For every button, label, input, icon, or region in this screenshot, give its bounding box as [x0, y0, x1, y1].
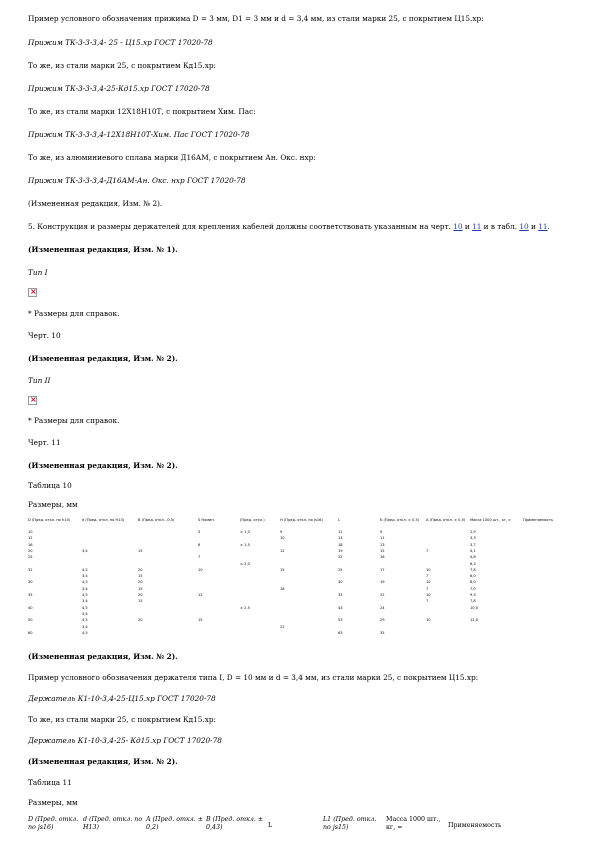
revision-note: (Измененная редакция, Изм. № 2).	[28, 199, 163, 208]
table-10-cell: 12	[28, 536, 33, 541]
table-11-header-cell: d (Пред. откл. по H13)	[83, 816, 143, 831]
table-10-cell: 9	[380, 530, 383, 534]
table-10-cell: 15	[198, 618, 203, 623]
table-10-cell: 3,3	[470, 536, 476, 541]
table-10-cell: 3,4	[82, 574, 88, 579]
clause-5	[28, 222, 550, 231]
table-10-cell: ± 1,5	[240, 542, 250, 547]
table-10-cell: 22	[380, 593, 385, 597]
table-10-cell: 19	[380, 580, 385, 585]
type-label: Тип II	[28, 376, 51, 385]
example-text: То же, из стали марки 12Х18Н10Т, с покрытием Хим. Пас:	[28, 107, 256, 116]
drawing-11-link[interactable]: 11	[472, 222, 482, 231]
table-10-cell: 11	[338, 530, 343, 534]
clause-5-and: и	[528, 222, 539, 231]
table-10-cell: 15	[138, 574, 143, 579]
table-10-cell: 60	[28, 630, 33, 635]
table-10-cell: 50	[28, 618, 33, 623]
units-note: Размеры, мм	[28, 500, 78, 509]
table-10-cell: 10	[426, 580, 431, 585]
reference-note: * Размеры для справок.	[28, 416, 120, 425]
table-10-cell: 13	[380, 542, 385, 547]
units-note: Размеры, мм	[28, 798, 78, 807]
revision-note: (Измененная редакция, Изм. № 2).	[28, 461, 178, 470]
table-10-cell: 22	[338, 555, 343, 560]
example-designation: Прижим ТК-3-3-3,4- 25 - Ц15.хр ГОСТ 17020-78	[28, 38, 213, 47]
example-text: Пример условного обозначения держателя типа I, D = 10 мм и d = 3,4 мм, из стали марки 25, с покрытием Ц15.хр:	[28, 673, 479, 682]
table-10-cell: 7,0	[470, 586, 476, 591]
reference-note: * Размеры для справок.	[28, 309, 120, 318]
table-10-cell: 10	[426, 618, 431, 623]
table-10-header-cell: H (Пред. откл. по js16)	[280, 518, 323, 522]
table-11-header-cell: L	[268, 822, 273, 829]
table-10-cell: 53	[338, 618, 343, 623]
table-11-header-cell: D (Пред. откл. по js16)	[28, 816, 79, 831]
drawing-caption: Черт. 11	[28, 438, 61, 447]
table-10-cell: ± 2,0	[240, 561, 250, 566]
example-designation: Прижим ТК-3-3-3,4-Д16АМ-Ан. Окс. нхр ГОСТ 17020-78	[28, 176, 246, 185]
table-10-cell: 10	[280, 536, 285, 541]
table-10-cell: 19	[338, 548, 343, 553]
table-10-header-cell: Применяемость	[523, 518, 554, 522]
table-11-header-cell: Масса 1000 шт., кг, ≈	[386, 816, 441, 831]
example-designation: Прижим ТК-3-3-3,4-25-Кд15.хр ГОСТ 17020-78	[28, 84, 210, 93]
table-10-cell: 4,5	[82, 618, 88, 623]
revision-note: (Измененная редакция, Изм. № 2).	[28, 757, 178, 766]
table-10-cell: 10	[28, 530, 33, 534]
table-10-cell: 25	[28, 555, 33, 560]
table-10-cell: 3,4	[82, 611, 88, 616]
clause-5-table-text: и в табл.	[481, 222, 520, 231]
table-11-header-cell: L1 (Пред. откл. по js15)	[323, 816, 377, 831]
table-10-cell: 20	[138, 567, 143, 572]
table-10-cell: 33	[338, 593, 343, 597]
table-10-cell: 16	[28, 542, 33, 547]
example-text: То же, из алюминиевого сплава марки Д16АМ, с покрытием Ан. Окс. нхр:	[28, 153, 316, 162]
table-10-cell: 20	[138, 580, 143, 585]
table-10-cell: 20	[28, 548, 33, 553]
example-designation: Прижим ТК-3-3-3,4-12Х18Н10Т-Хим. Пас ГОСТ 17020-78	[28, 130, 250, 139]
table-10-cell: 7,8	[470, 599, 476, 604]
table-11-header-cell: Применяемость	[448, 822, 502, 829]
table-10-cell: 5	[198, 530, 201, 534]
table-10-cell: 2,9	[470, 530, 476, 534]
table-10-header-cell: d (Пред. откл. по H13)	[82, 518, 125, 522]
table-10-header-cell: L	[338, 518, 341, 522]
table-10-cell: 3,7	[470, 542, 476, 547]
clause-5-text: 5. Конструкция и размеры держателей для крепления кабелей должны соответствовать указанным на черт.	[28, 222, 454, 231]
example-text: Пример условного обозначения прижима D = 3 мм, D1 = 3 мм и d = 3,4 мм, из стали марки 25, с покрытием Ц15.хр:	[28, 14, 484, 23]
table-10-cell: 29	[380, 618, 385, 623]
table-10-cell: 11	[380, 536, 385, 541]
table-10-cell: 63	[338, 630, 343, 635]
table-10-header-cell: K (Пред. откл. ± 0,5)	[380, 518, 420, 522]
table-10-cell: 35	[380, 630, 385, 635]
table-10-header-cell: B (Пред. откл. -0,5)	[138, 518, 175, 522]
table-10-cell: 4,8	[470, 555, 476, 560]
table-10-cell: 10,0	[470, 605, 479, 610]
table-10-cell: 7	[426, 548, 429, 553]
table-11-header-cell: B (Пред. откл. ± 0,43)	[206, 816, 264, 831]
table-10-cell: 10	[198, 567, 203, 572]
broken-image-icon: ×	[30, 395, 37, 404]
table-10-cell: 4,5	[82, 567, 88, 572]
table-11-header-cell: A (Пред. откл. ± 0,2)	[146, 816, 204, 831]
table-10-cell: 3,4	[82, 586, 88, 591]
table-10-header-cell: A (Пред. откл. ± 0,5)	[426, 518, 466, 522]
table-10-cell: 40	[28, 605, 33, 610]
table-10-cell: 20	[138, 593, 143, 597]
table-10-cell: 7	[426, 599, 429, 604]
table-10-cell: 15	[380, 548, 385, 553]
table-10-header-cell: S Номин.	[198, 518, 215, 522]
example-text: То же, из стали марки 25, с покрытием Кд15.хр:	[28, 715, 216, 724]
example-designation: Держатель К1-10-3,4-25- Кд15.хр ГОСТ 17020-78	[28, 736, 222, 745]
table-10-cell: 24	[380, 605, 385, 610]
table-10-cell: 22	[280, 624, 285, 629]
table-10-cell: 6,3	[470, 561, 476, 566]
table-10-cell: 25	[338, 567, 343, 572]
drawing-10-link[interactable]: 10	[453, 222, 463, 231]
table-10-cell: 9	[280, 530, 283, 534]
table-10-cell: 3,4	[82, 624, 88, 629]
table-10-cell: 12	[198, 593, 203, 597]
table-caption: Таблица 10	[28, 481, 72, 490]
clause-5-end: .	[547, 222, 550, 231]
table-11-link[interactable]: 11	[538, 222, 548, 231]
table-10-cell: 17	[380, 567, 385, 572]
table-10-cell: 16	[380, 555, 385, 560]
clause-5-and: и	[462, 222, 473, 231]
table-10-cell: ± 1,0	[240, 530, 250, 534]
table-10-cell: 43	[338, 605, 343, 610]
revision-note: (Измененная редакция, Изм. № 2).	[28, 354, 178, 363]
table-caption: Таблица 11	[28, 778, 72, 787]
table-10-header-cell: D (Пред. откл. по h10)	[28, 518, 71, 522]
table-10-cell: 6,0	[470, 574, 476, 579]
table-10-header-cell: Масса 1000 шт., кг, ≈	[470, 518, 512, 522]
table-10-cell: 4,5	[82, 605, 88, 610]
table-10-cell: 20	[138, 618, 143, 623]
table-10-cell: ± 2,5	[240, 605, 250, 610]
table-10-cell: 8,0	[470, 580, 476, 585]
table-10-cell: 4,5	[82, 580, 88, 585]
revision-note: (Измененная редакция, Изм. № 2).	[28, 652, 178, 661]
table-10-cell: 35	[28, 593, 33, 597]
table-10-cell: 18	[280, 586, 285, 591]
table-10-cell: 4,1	[470, 548, 476, 553]
broken-image-icon: ×	[30, 287, 37, 296]
example-text: То же, из стали марки 25, с покрытием Кд15.хр:	[28, 61, 216, 70]
table-10-cell: 10	[426, 567, 431, 572]
table-10-link[interactable]: 10	[519, 222, 529, 231]
table-10-cell: 7	[198, 555, 201, 560]
table-10-cell: 13	[338, 536, 343, 541]
type-label: Тип I	[28, 268, 48, 277]
table-10-cell: 6	[198, 542, 201, 547]
table-10-cell: 3,4	[82, 599, 88, 604]
table-10-cell: 18	[338, 542, 343, 547]
table-10-cell: 9,3	[470, 593, 476, 597]
table-10-cell: 12,0	[470, 618, 479, 623]
example-designation: Держатель К1-10-3,4-25-Ц15.хр ГОСТ 17020-78	[28, 694, 216, 703]
table-10-cell: 7,8	[470, 567, 476, 572]
table-10-header-cell: (Пред. откл.)	[240, 518, 265, 522]
table-10-cell: 4,5	[82, 630, 88, 635]
table-10-cell: 12	[280, 548, 285, 553]
drawing-caption: Черт. 10	[28, 331, 61, 340]
table-10-cell: 30	[28, 580, 33, 585]
table-10-cell: 15	[138, 548, 143, 553]
table-10-cell: 30	[338, 580, 343, 585]
table-10-cell: 10	[426, 593, 431, 597]
revision-note: (Измененная редакция, Изм. № 1).	[28, 245, 178, 254]
table-10-cell: 3,4	[82, 548, 88, 553]
table-10-cell: 4,5	[82, 593, 88, 597]
table-10-cell: 7	[426, 586, 429, 591]
table-10-cell: 7	[426, 574, 429, 579]
table-10-cell: 15	[280, 567, 285, 572]
table-10-cell: 15	[138, 599, 143, 604]
table-10-cell: 32	[28, 567, 33, 572]
table-10-cell: 15	[138, 586, 143, 591]
